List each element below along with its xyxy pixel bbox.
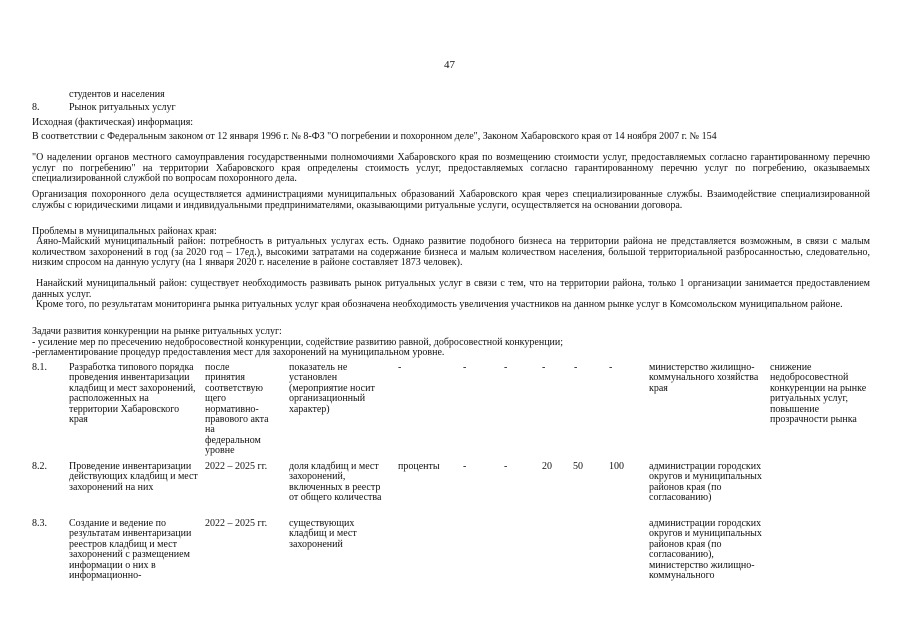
deadline-cell: 2022 – 2025 гг. [205,461,268,472]
unit-cell: - [398,362,402,373]
measure-cell: Разработка типового порядка проведения инвентаризации кладбищ и мест захоронений, расположенных на территории Хабаровского края [69,362,196,426]
row-number: 8.3. [32,518,47,529]
value-cell: - [609,362,613,373]
value-cell: - [542,362,546,373]
value-cell: 20 [542,461,552,472]
value-cell: - [463,461,467,472]
tasks-heading: Задачи развития конкуренции на рынке ритуальных услуг: [32,326,282,337]
row-number: 8.2. [32,461,47,472]
source-info-heading: Исходная (фактическая) информация: [32,117,194,128]
measure-cell: Создание и ведение по результатам инвентаризации реестров кладбищ и мест захоронений с размещением информации о них в информационно- [69,518,192,582]
measure-cell: Проведение инвентаризации действующих кладбищ и мест захоронений на них [69,461,198,493]
task-item: -регламентирование процедур предоставления мест для захоронений на муниципальном уровне. [32,347,445,358]
responsible-cell: администрации городских округов и муниципальных районов края (по согласованию) [649,461,762,504]
indicator-cell: существующих кладбищ и мест захоронений [289,518,357,550]
quote-paragraph: "О наделении органов местного самоуправления государственными полномочиями Хабаровского края по возмещению стоимости услуг, предоставляемых согласно гарантированному перечню услуг по погребению" на территории Хабаровского края определены стоимость услуг, предоставляемых согласно гарантированному перечню услуг по погребению, оказываемых специализированной службой по вопросам похоронного дела. [32,152,870,184]
organization-paragraph: Организация похоронного дела осуществляется администрациями муниципальных образований Хабаровского края через специализированные службы. Взаимодействие специализированной службы с юридическими лицами и индивидуальными предпринимателями, оказывающими ритуальные услуги, осуществляется на основании договора. [32,189,870,211]
value-cell: - [504,461,508,472]
value-cell: - [574,362,578,373]
section-title: Рынок ритуальных услуг [69,102,176,113]
law-paragraph: В соответствии с Федеральным законом от 12 января 1996 г. № 8-ФЗ "О погребении и похоронном деле", Законом Хабаровского края от 14 ноября 2007 г. № 154 [32,131,717,142]
value-cell: - [504,362,508,373]
value-cell: 100 [609,461,624,472]
deadline-cell: 2022 – 2025 гг. [205,518,268,529]
responsible-cell: администрации городских округов и муниципальных районов края (по согласованию), министерство жилищно-коммунального [649,518,762,582]
continuation-text: студентов и населения [69,89,165,100]
value-cell: - [463,362,467,373]
value-cell: 50 [573,461,583,472]
nanai-paragraph: Нанайский муниципальный район: существует необходимость развивать рынок ритуальных услуг в связи с тем, что на территории района, только 1 организации занимается предоставлением данных услуг. [32,278,870,300]
monitoring-paragraph: Кроме того, по результатам мониторинга рынка ритуальных услуг края обозначена необходимость увеличения участников на данном рынке услуг в Комсомольском муниципальном районе. [36,299,843,310]
row-number: 8.1. [32,362,47,373]
problems-heading: Проблемы в муниципальных районах края: [32,226,217,237]
task-item: - усиление мер по пресечению недобросовестной конкуренции, содействие развитию равной, добросовестной конкуренции; [32,337,564,348]
unit-cell: проценты [398,461,440,472]
result-cell: снижение недобросовестной конкуренции на рынке ритуальных услуг, повышение прозрачности рынка [770,362,867,426]
ayano-paragraph: Аяно-Майский муниципальный район: потребность в ритуальных услугах есть. Однако развитие подобного бизнеса на территории района не представляется возможным, в связи с малым количеством захоронений в год (за 2020 год – 17ед.), высокими затратами на содержание бизнеса и малым количеством населения, большой территориальной разбросанностью, следовательно, низким спросом на данную услугу (на 1 января 2020 г. население в районе составляет 1873 человек). [32,236,870,268]
indicator-cell: доля кладбищ и мест захоронений, включенных в реестр от общего количества [289,461,382,504]
page-number: 47 [444,59,455,71]
indicator-cell: показатель не установлен (мероприятие носит организационный характер) [289,362,375,415]
responsible-cell: министерство жилищно-коммунального хозяйства края [649,362,759,394]
section-number: 8. [32,102,40,113]
deadline-cell: после принятия соответствую щего нормативно-правового акта на федеральном уровне [205,362,269,457]
